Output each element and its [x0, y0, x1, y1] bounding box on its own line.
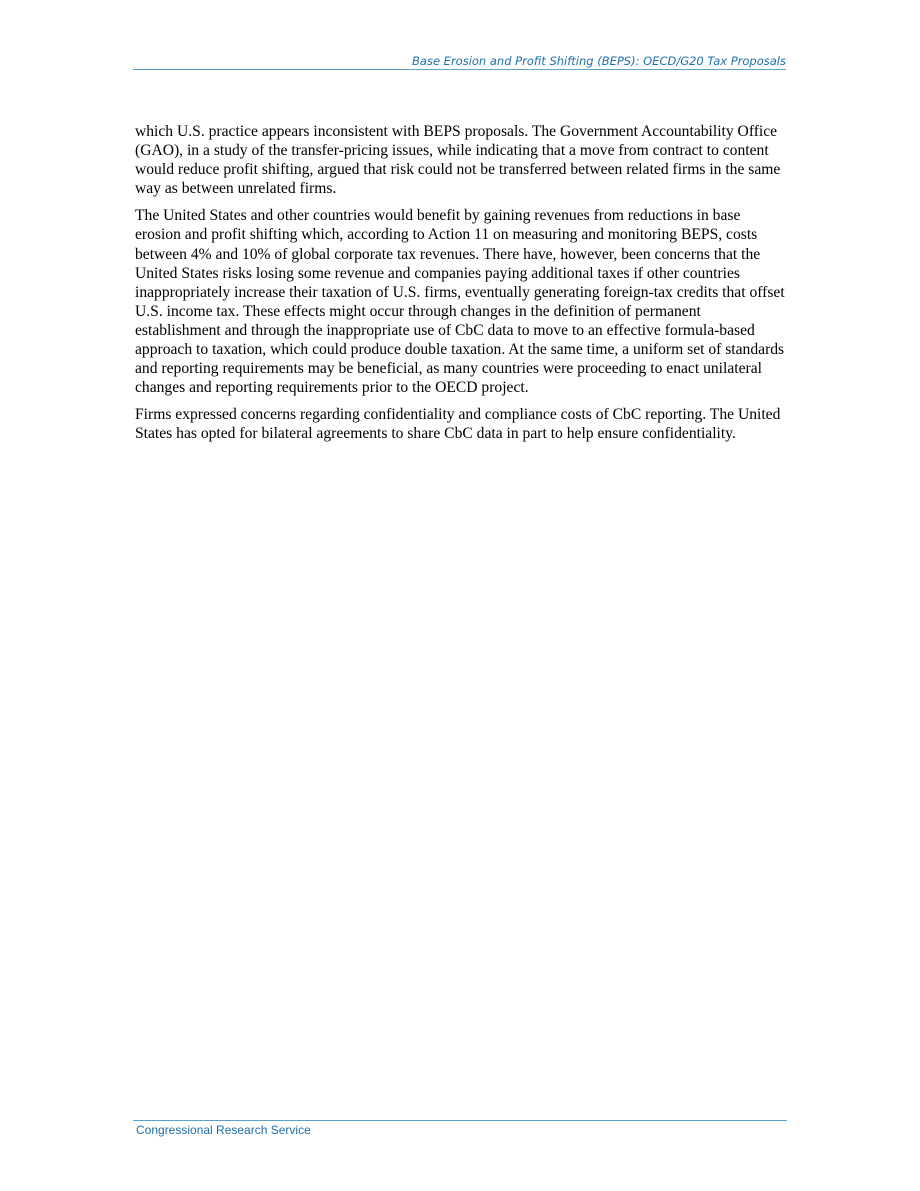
footer-divider: [133, 1120, 787, 1121]
paragraph-3: Firms expressed concerns regarding confidentiality and compliance costs of CbC reporting. The United States has opted for bilateral agreements to share CbC data in part to help ensure confidentiality.: [135, 406, 781, 443]
paragraph-2: The United States and other countries would benefit by gaining revenues from reductions in base erosion and profit shifting which, according to Action 11 on measuring and monitoring BEPS, costs between 4% and 10% of global corporate tax revenues. There have, however, been concerns that the United States risks losing some revenue and companies paying additional taxes if other countries inappropriately increase their taxation of U.S. firms, eventually generating foreign-tax credits that offset U.S. income tax. These effects might occur through changes in the definition of permanent establishment and through the inappropriate use of CbC data to move to an effective formula-based approach to taxation, which could produce double taxation. At the same time, a uniform set of standards and reporting requirements may be beneficial, as many countries were proceeding to enact unilateral changes and reporting requirements prior to the OECD project.: [135, 207, 785, 397]
running-header: Base Erosion and Profit Shifting (BEPS): OECD/G20 Tax Proposals: [133, 54, 786, 70]
footer-organization: Congressional Research Service: [136, 1123, 311, 1137]
paragraph-1: which U.S. practice appears inconsistent with BEPS proposals. The Government Accountability Office (GAO), in a study of the transfer-pricing issues, while indicating that a move from contract to content would reduce profit shifting, argued that risk could not be transferred between related firms in the same way as between unrelated firms.: [135, 123, 781, 198]
document-body: [135, 122, 787, 452]
